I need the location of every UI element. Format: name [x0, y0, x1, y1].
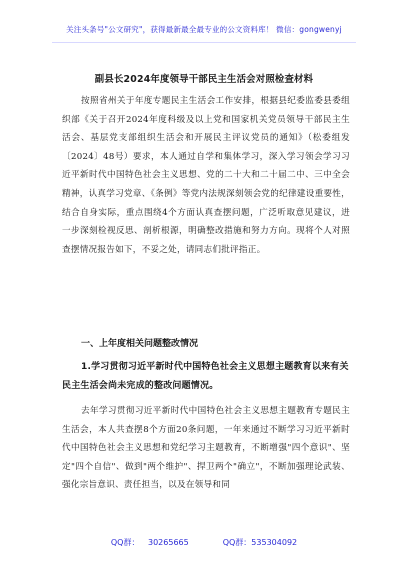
intro-paragraph: 按照省州关于年度专题民主生活会工作安排，根据县纪委监委县委组织部《关于召开2024年度科级及以上党和国家机关党员领导干部民主生活会、基层党支部组织生活会和开展民主评议党员的通知》（松委组发〔2024〕48号）要求，本人通过自学和集体学习，深入学习领会学习习近平新时代中国特色社会主义思想、党的二十大和二十届二中、三中全会精神，认真学习党章、《条例》等党内法规深刻领会党的纪律建设重要性，结合自身实际，重点围绕4个方面认真查摆问题，广泛听取意见建议，进一步深刻检视反思、剖析根源，明确整改措施和努力方向。现将个人对照查摆情况报告如下，不妥之处，请同志们批评指正。 [62, 96, 350, 255]
footer-qq-group-2: QQ群：535304092 [222, 538, 298, 547]
header-divider [52, 42, 356, 43]
section-heading: 一、上年度相关问题整改情况 [81, 339, 199, 349]
footer-contact [0, 537, 408, 548]
footer-qq-group-1: QQ群： 30265665 [110, 538, 189, 547]
subsection-paragraph: 去年学习贯彻习近平新时代中国特色社会主义思想主题教育专题民主生活会，本人共查摆8个方面20条问题，一年来通过不断学习习近平新时代中国特色社会主义思想和党纪学习主题教育，不断增强"四个意识"、坚定"四个自信"、做到"两个维护"、捍卫两个"确立"，不断加强理论武装、强化宗旨意识、责任担当，以及在领导和同 [62, 406, 350, 491]
header-banner: 关注头条号"公文研究"，获得最新最全最专业的公文资料库！ 微信：gongwenyj [66, 25, 342, 34]
document-title: 副县长2024年度领导干部民主生活会对照检查材料 [94, 74, 314, 85]
subsection-heading: 1.学习贯彻习近平新时代中国特色社会主义思想主题教育以来有关民主生活会尚未完成的整改问题情况。 [62, 362, 349, 391]
